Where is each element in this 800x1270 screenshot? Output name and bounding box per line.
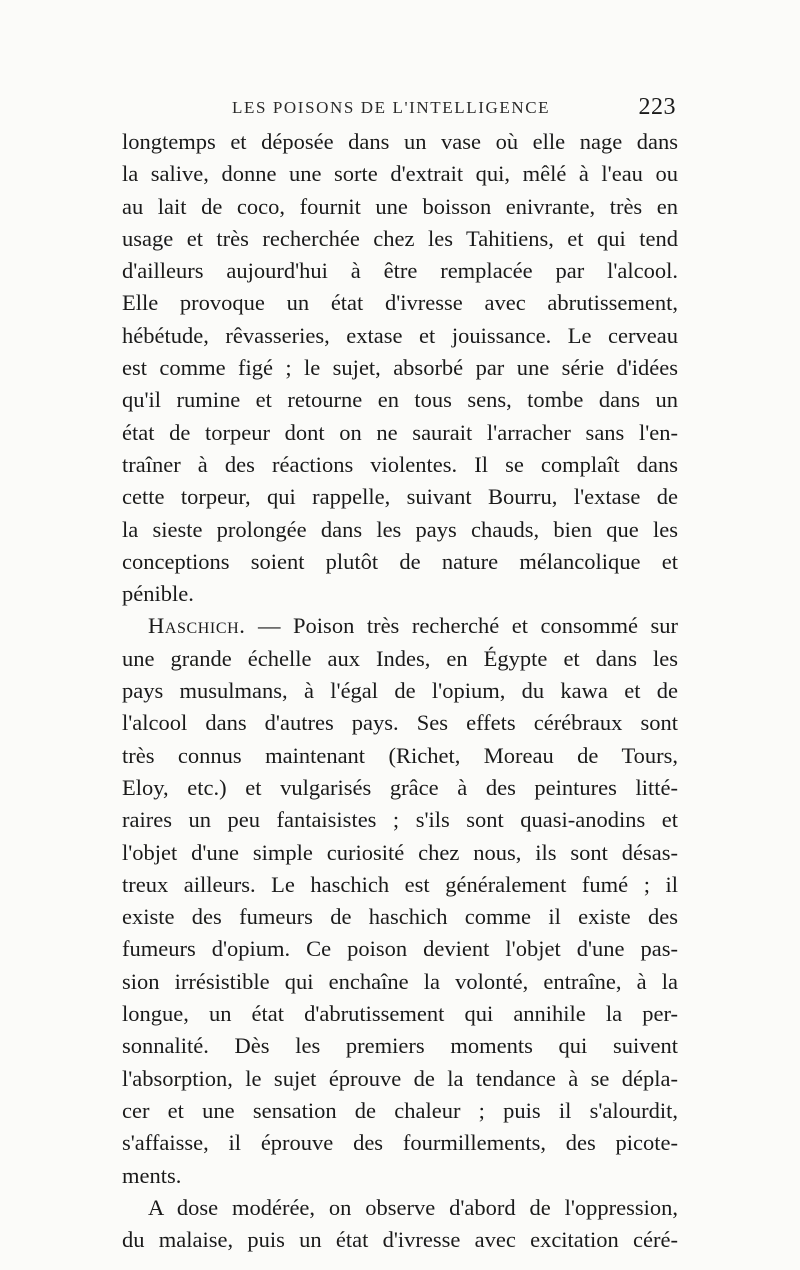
section-heading: Haschich. [148,613,246,639]
running-title: LES POISONS DE L'INTELLIGENCE [232,98,551,117]
text-line: pénible. [122,581,194,607]
text-line: traîner à des réactions violentes. Il se complaît dans [122,451,678,477]
text-line: l'objet d'une simple curiosité chez nous, ils sont désas- [122,839,678,865]
running-header [122,94,678,128]
body-text [122,126,678,1256]
text-line: existe des fumeurs de haschich comme il existe des [122,904,678,930]
text-line: l'alcool dans d'autres pays. Ses effets cérébraux sont [122,710,678,736]
text-line: qu'il rumine et retourne en tous sens, tombe dans un [122,387,678,413]
text-line: est comme figé ; le sujet, absorbé par une série d'idées [122,355,678,381]
text-line: cer et une sensation de chaleur ; puis il s'alourdit, [122,1097,678,1123]
text-line: treux ailleurs. Le haschich est généralement fumé ; il [122,871,678,897]
page-number: 223 [638,94,676,120]
text-line: la salive, donne une sorte d'extrait qui, mêlé à l'eau ou [122,161,678,187]
text-line: fumeurs d'opium. Ce poison devient l'objet d'une pas- [122,936,678,962]
text-line: cette torpeur, qui rappelle, suivant Bourru, l'extase de [122,484,678,510]
text-line: pays musulmans, à l'égal de l'opium, du kawa et de [122,678,678,704]
text-line: usage et très recherchée chez les Tahitiens, et qui tend [122,225,678,251]
text-line: la sieste prolongée dans les pays chauds, bien que les [122,516,678,542]
text-line: s'affaisse, il éprouve des fourmillements, des picote- [122,1130,678,1156]
text-line: longtemps et déposée dans un vase où elle nage dans [122,129,678,154]
text-line: sonnalité. Dès les premiers moments qui suivent [122,1033,678,1059]
text-line: longue, un état d'abrutissement qui annihile la per- [122,1001,678,1027]
text-line: Elle provoque un état d'ivresse avec abrutissement, [122,290,678,316]
text-line: d'ailleurs aujourd'hui à être remplacée par l'alcool. [122,258,678,284]
text-line: hébétude, rêvasseries, extase et jouissance. Le cerveau [122,322,678,348]
text-line: au lait de coco, fournit une boisson enivrante, très en [122,193,678,219]
text-line: très connus maintenant (Richet, Moreau de Tours, [122,742,678,768]
text-line: une grande échelle aux Indes, en Égypte et dans les [122,645,678,671]
text-line: Eloy, etc.) et vulgarisés grâce à des peintures litté- [122,774,678,800]
text-line: sion irrésistible qui enchaîne la volonté, entraîne, à la [122,968,678,994]
section-line [122,610,678,642]
text-line: A dose modérée, on observe d'abord de l'oppression, [148,1194,678,1220]
text-line: raires un peu fantaisistes ; s'ils sont quasi-anodins et [122,807,678,833]
text-line: ments. [122,1162,182,1188]
text-line: état de torpeur dont on ne saurait l'arracher sans l'en- [122,419,678,445]
text-line: l'absorption, le sujet éprouve de la tendance à se dépla- [122,1065,678,1091]
text-line: conceptions soient plutôt de nature mélancolique et [122,548,678,574]
text-line: du malaise, puis un état d'ivresse avec excitation céré- [122,1227,678,1253]
section-line-text: — Poison très recherché et consommé sur [258,613,678,639]
